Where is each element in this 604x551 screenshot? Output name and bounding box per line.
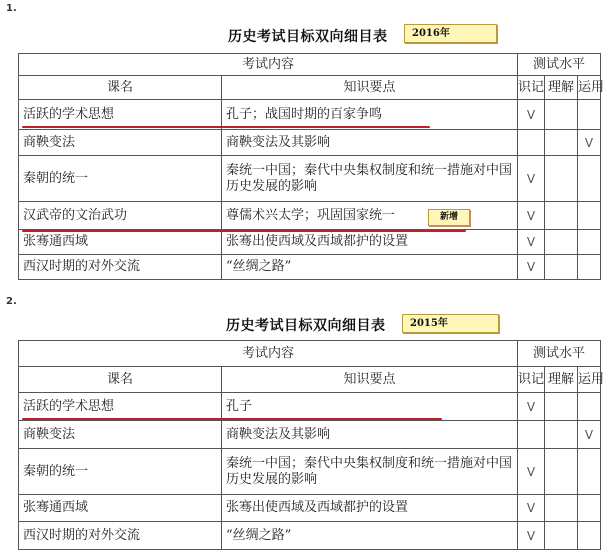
point-cell: “丝绸之路”: [222, 522, 518, 550]
level-mark: [545, 100, 578, 130]
doc1-col-l1: 识记: [518, 76, 545, 100]
point-cell: “丝绸之路”: [222, 255, 518, 280]
red-underline: [22, 418, 442, 420]
point-cell: 秦统一中国；秦代中央集权制度和统一措施对中国历史发展的影响: [222, 156, 518, 202]
doc1-title: 历史考试目标双向细目表: [228, 29, 388, 45]
table-row: [19, 522, 601, 550]
level-mark: [545, 130, 578, 156]
level-mark: [545, 522, 578, 550]
table-row: [19, 230, 601, 255]
point-cell: 尊儒术兴太学；巩固国家统一: [222, 202, 518, 230]
point-cell: 张骞出使西域及西域都护的设置: [222, 495, 518, 522]
level-mark: [578, 393, 601, 421]
table-row: [19, 202, 601, 230]
level-mark: V: [578, 421, 601, 449]
doc2-head-content: 考试内容: [19, 341, 518, 367]
level-mark: V: [518, 522, 545, 550]
red-underline: [22, 126, 430, 128]
level-mark: [545, 255, 578, 280]
level-mark: V: [518, 100, 545, 130]
table-row: [19, 100, 601, 130]
level-mark: [545, 230, 578, 255]
table-row: [19, 495, 601, 522]
red-underline: [22, 230, 466, 232]
level-mark: [545, 156, 578, 202]
level-mark: [578, 202, 601, 230]
doc2-head-level: 测试水平: [518, 341, 601, 367]
doc1-head-content: 考试内容: [19, 54, 518, 76]
level-mark: [578, 156, 601, 202]
level-mark: [578, 449, 601, 495]
level-mark: [578, 100, 601, 130]
point-cell: 孔子；战国时期的百家争鸣: [222, 100, 518, 130]
level-mark: V: [578, 130, 601, 156]
level-mark: [545, 202, 578, 230]
table-row: [19, 449, 601, 495]
doc2-col-l2: 理解: [545, 367, 578, 393]
point-cell: 孔子: [222, 393, 518, 421]
doc2-number: 2.: [6, 296, 17, 307]
level-mark: V: [518, 449, 545, 495]
level-mark: [545, 393, 578, 421]
level-mark: [518, 130, 545, 156]
level-mark: [545, 449, 578, 495]
level-mark: [545, 421, 578, 449]
doc1-col-course: 课名: [19, 76, 222, 100]
doc1-col-points: 知识要点: [222, 76, 518, 100]
doc1-head-level: 测试水平: [518, 54, 601, 76]
course-cell: 张骞通西域: [19, 230, 222, 255]
doc2-title: 历史考试目标双向细目表: [226, 318, 386, 334]
table-row: [19, 156, 601, 202]
doc1-col-l2: 理解: [545, 76, 578, 100]
level-mark: [578, 230, 601, 255]
doc2-table: [18, 340, 604, 550]
doc2-col-points: 知识要点: [222, 367, 518, 393]
course-cell: 秦朝的统一: [19, 449, 222, 495]
doc1-table: [18, 53, 604, 280]
level-mark: [518, 421, 545, 449]
doc2-year-badge: 2015年: [402, 314, 499, 333]
level-mark: [578, 522, 601, 550]
doc2-col-l3: 运用: [578, 367, 601, 393]
table-row: [19, 255, 601, 280]
table-row: [19, 130, 601, 156]
table-row: [19, 393, 601, 421]
course-cell: 张骞通西域: [19, 495, 222, 522]
point-cell: 商鞅变法及其影响: [222, 130, 518, 156]
course-cell: 汉武帝的文治武功: [19, 202, 222, 230]
point-cell: 商鞅变法及其影响: [222, 421, 518, 449]
level-mark: [578, 495, 601, 522]
level-mark: V: [518, 202, 545, 230]
new-tag: 新增: [428, 209, 470, 226]
level-mark: V: [518, 230, 545, 255]
level-mark: V: [518, 393, 545, 421]
doc1-number: 1.: [6, 3, 17, 14]
level-mark: V: [518, 255, 545, 280]
table-row: [19, 421, 601, 449]
level-mark: V: [518, 156, 545, 202]
doc1-year-badge: 2016年: [404, 24, 497, 43]
doc1-col-l3: 运用: [578, 76, 601, 100]
course-cell: 秦朝的统一: [19, 156, 222, 202]
course-cell: 西汉时期的对外交流: [19, 522, 222, 550]
course-cell: 商鞅变法: [19, 130, 222, 156]
doc2-col-course: 课名: [19, 367, 222, 393]
point-cell: 张骞出使西域及西域都护的设置: [222, 230, 518, 255]
doc2-col-l1: 识记: [518, 367, 545, 393]
course-cell: 西汉时期的对外交流: [19, 255, 222, 280]
level-mark: [578, 255, 601, 280]
course-cell: 活跃的学术思想: [19, 393, 222, 421]
level-mark: [545, 495, 578, 522]
level-mark: V: [518, 495, 545, 522]
point-cell: 秦统一中国；秦代中央集权制度和统一措施对中国历史发展的影响: [222, 449, 518, 495]
course-cell: 活跃的学术思想: [19, 100, 222, 130]
course-cell: 商鞅变法: [19, 421, 222, 449]
